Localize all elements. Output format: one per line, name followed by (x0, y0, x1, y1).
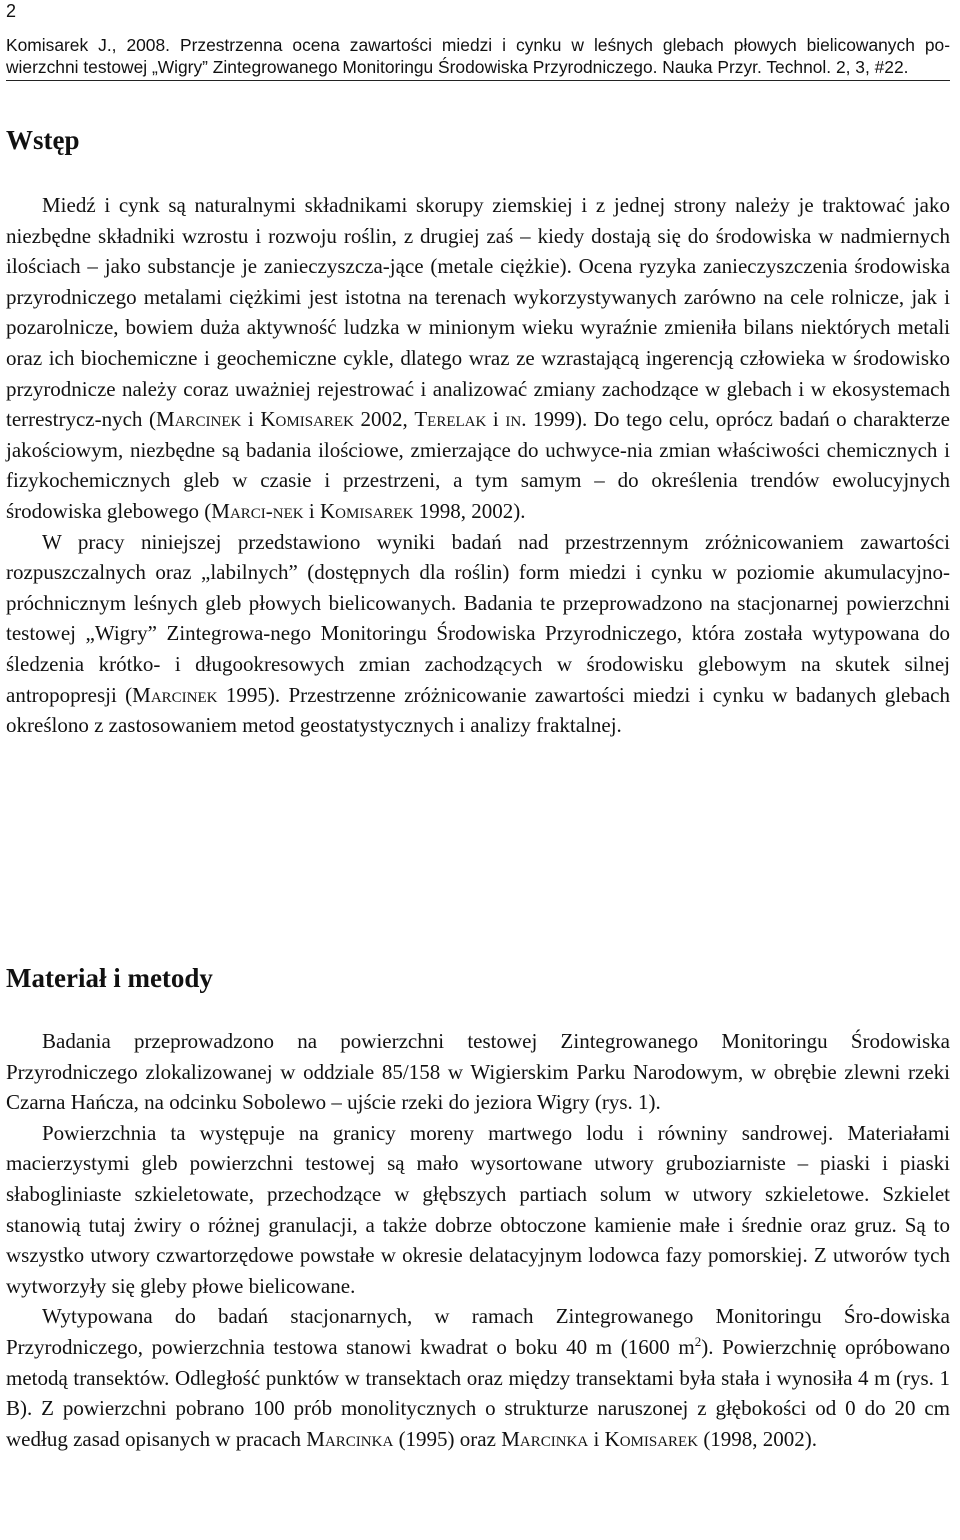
citation-author: Komisarek (260, 407, 354, 432)
text-run: W pracy niniejszej przedstawiono wyniki badań nad przestrzennym zróżnicowaniem zawartości rozpuszczalnych oraz „labilnych” (dostępnych dla roślin) form miedzi i cynku w poziomie akumulacyjno-próchnicznym leśnych gleb płowych bielicowanych. Badania te przeprowadzono na stacjonarnej powierzchni testowej „Wigry” Zintegrowa-nego Monitoringu Środowiska Przyrodniczego, która została wytypowana do śledzenia krótko- i długookresowych zmian zachodzących w środowisku glebowym na skutek silnej antropopresji ( (6, 529, 950, 707)
citation-author: Marcinka (306, 1426, 394, 1451)
running-header (6, 34, 950, 81)
text-run: 1998, 2002). (413, 498, 526, 523)
section-title-introduction: Wstęp (6, 125, 80, 155)
text-run: i (241, 407, 261, 432)
text-run: (1995) oraz (393, 1426, 502, 1451)
introduction-paragraph-2 (6, 527, 950, 741)
text-run: (1998, 2002). (698, 1426, 818, 1451)
text-run: 1999). Do tego celu, oprócz badań o charakterze jakościowym, niezbędne są badania ilościowe, zmierzające do uchwyce-nia zmian właściwości chemicznych i fizykochemicznych gleb w czasie i przestrzeni, a tym samym – do określenia trendów ewolucyjnych środowiska glebowego ( (6, 407, 951, 523)
citation-author: Komisarek (604, 1426, 699, 1451)
citation-author: Komisarek (319, 498, 414, 523)
methods-paragraph-2: Powierzchnia ta występuje na granicy moreny martwego lodu i równiny sandrowej. Materiałami macierzystymi gleb powierzchni testowej są mało wysortowane utwory gruboziarniste – piaski i piaski słabogliniaste szkieletowate, przechodzące w głębszych partiach solum w utwory szkieletowe. Szkielet stanowią tutaj żwiry o różnej granulacji, a także dobrze obtoczone kamienie małe i średnie oraz gruz. Są to wszystko utwory czwartorzędowe powstałe w okresie delatacyjnym lodowca fazy pomorskiej. Z utworów tych wytworzyły się gleby płowe bielicowane. (6, 1120, 950, 1298)
header-authors: Komisarek J., 2008. (6, 35, 170, 55)
text-run: i (303, 498, 320, 523)
citation-author: Marcinek (132, 682, 218, 707)
superscript: 2 (694, 1333, 702, 1349)
methods-paragraph-3 (6, 1301, 950, 1454)
header-title: Przestrzenna ocena zawartości miedzi i cynku w leśnych glebach płowych bielicowanych po-wierzchni testowej „Wigry” Zintegrowanego Monitoringu Środowiska Przyrodniczego. Nauka Przyr. Technol. 2, 3, #22. (6, 35, 950, 77)
citation-author: in. (505, 407, 527, 432)
methods-body (6, 1026, 950, 1454)
text-run: 1995). Przestrzenne zróżnicowanie zawartości miedzi i cynku w badanych glebach określono z zastosowaniem metod geostatystycznych i analizy fraktalnej. (6, 682, 950, 738)
methods-paragraph-1: Badania przeprowadzono na powierzchni testowej Zintegrowanego Monitoringu Środowiska Przyrodniczego zlokalizowanej w oddziale 85/158 w Wigierskim Parku Narodowym, w obrębie zlewni rzeki Czarna Hańcza, na odcinku Sobolewo – ujście rzeki do jeziora Wigry (rys. 1). (6, 1029, 950, 1115)
text-run: 2002, (353, 407, 415, 432)
citation-author: Marci-nek (211, 498, 304, 523)
page-number: 2 (6, 1, 17, 21)
text-run: Wytypowana do badań stacjonarnych, w ramach Zintegrowanego Monitoringu Śro-dowiska Przyrodniczego, powierzchnia testowa stanowi kwadrat o boku 40 m (1600 m (6, 1304, 950, 1359)
introduction-body (6, 190, 950, 741)
text-run: i (588, 1426, 605, 1451)
text-run: Miedź i cynk są naturalnymi składnikami skorupy ziemskiej i z jednej strony należy je traktować jako niezbędne składniki wzrostu i rozwoju roślin, z drugiej zaś – kiedy dostają się do środowiska w nadmiernych ilościach – jako substancje je zanieczyszcza-jące (metale ciężkie). Ocena ryzyka zanieczyszczenia środowiska przyrodniczego metalami ciężkimi jest istotna na terenach wykorzystywanych zarówno na cele rolnicze, jak i pozarolnicze, bowiem duża aktywność ludzka w minionym wieku wyraźnie zmieniła bilans niektórych metali oraz ich biochemiczne i geochemiczne cykle, dlatego wraz ze wzrastającą ingerencją człowieka w środowisko przyrodnicze należy coraz uważniej rejestrować i analizować zmiany zachodzące w glebach i w ekosystemach terrestrycz-nych ( (6, 193, 950, 432)
introduction-paragraph-1 (6, 190, 950, 527)
text-run: i (486, 407, 506, 432)
citation-author: Terelak (414, 407, 487, 432)
text-run: ). Powierzchnię opróbowano metodą transektów. Odległość punktów w transektach oraz między transektami była stała i wynosiła 4 m (rys. 1 B). Z powierzchni pobrano 100 prób monolitycznych o strukturze naruszonej z głębokości od 0 do 20 cm według zasad opisanych w pracach (6, 1334, 951, 1451)
citation-author: Marcinka (501, 1426, 589, 1451)
section-title-methods: Materiał i metody (6, 963, 213, 993)
citation-author: Marcinek (156, 407, 242, 432)
